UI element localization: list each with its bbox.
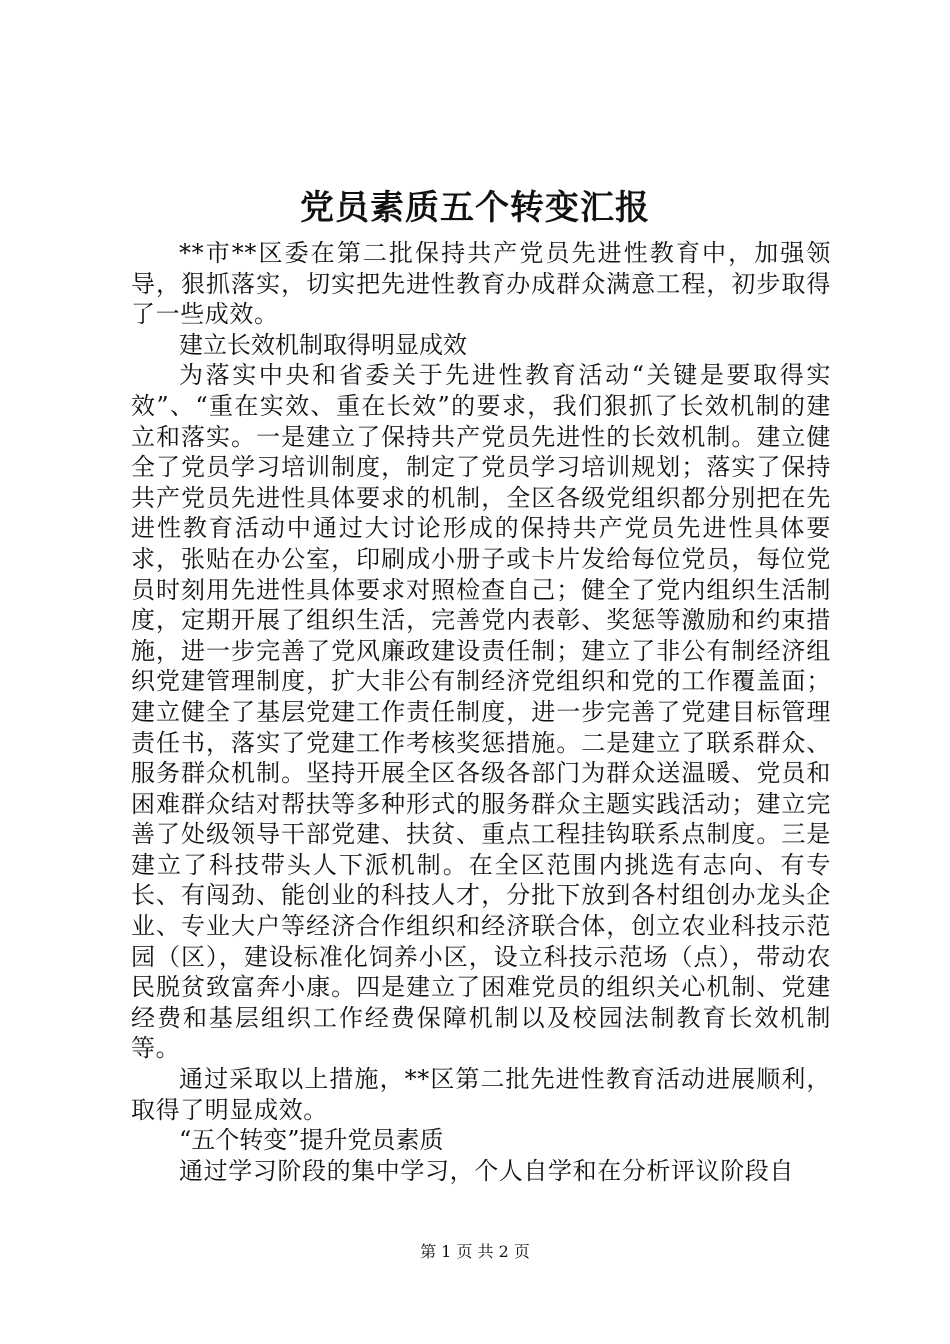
document-title: 党员素质五个转变汇报 — [300, 188, 650, 228]
body-paragraph: 通过学习阶段的集中学习，个人自学和在分析评议阶段自 — [179, 1156, 794, 1185]
body-paragraph: 通过采取以上措施，**区第二批先进性教育活动进展顺利，取得了明显成效。 — [131, 1065, 831, 1124]
section-heading: 建立长效机制取得明显成效 — [179, 330, 467, 359]
body-paragraph: **市**区委在第二批保持共产党员先进性教育中，加强领导，狠抓落实，切实把先进性教育办成群众满意工程，初步取得了一些成效。 — [131, 239, 831, 329]
body-paragraph: 为落实中央和省委关于先进性教育活动“关键是要取得实效”、“重在实效、重在长效”的要求，我们狠抓了长效机制的建立和落实。一是建立了保持共产党员先进性的长效机制。建立健全了党员学习培训制度，制定了党员学习培训规划；落实了保持共产党员先进性具体要求的机制，全区各级党组织都分别把在先进性教育活动中通过大讨论形成的保持共产党员先进性具体要求，张贴在办公室，印刷成小册子或卡片发给每位党员，每位党员时刻用先进性具体要求对照检查自己；健全了党内组织生活制度，定期开展了组织生活，完善党内表彰、奖惩等激励和约束措施，进一步完善了党风廉政建设责任制；建立了非公有制经济组织党建管理制度，扩大非公有制经济党组织和党的工作覆盖面；建立健全了基层党建工作责任制度，进一步完善了党建目标管理责任书，落实了党建工作考核奖惩措施。二是建立了联系群众、服务群众机制。坚持开展全区各级各部门为群众送温暖、党员和困难群众结对帮扶等多种形式的服务群众主题实践活动；建立完善了处级领导干部党建、扶贫、重点工程挂钩联系点制度。三是建立了科技带头人下派机制。在全区范围内挑选有志向、有专长、有闯劲、能创业的科技人才，分批下放到各村组创办龙头企业、专业大户等经济合作组织和经济联合体，创立农业科技示范园（区），建设标准化饲养小区，设立科技示范场（点），带动农民脱贫致富奔小康。四是建立了困难党员的组织关心机制、党建经费和基层组织工作经费保障机制以及校园法制教育长效机制等。 — [131, 361, 831, 1063]
page-number-footer: 第 1 页 共 2 页 — [420, 1242, 530, 1261]
document-body — [131, 238, 831, 1186]
section-heading: “五个转变”提升党员素质 — [179, 1126, 444, 1155]
